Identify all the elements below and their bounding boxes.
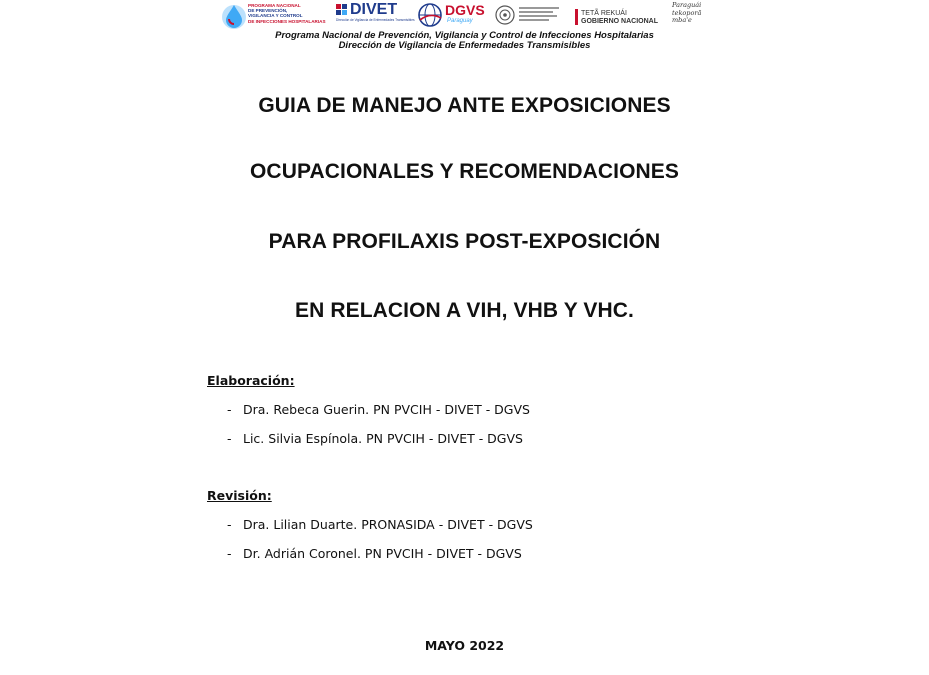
author-name: Lic. Silvia Espínola. PN PVCIH - DIVET - DGVS — [243, 431, 523, 446]
elaboracion-item — [227, 402, 530, 417]
logo-strip — [220, 2, 720, 32]
list-marker: - — [227, 402, 232, 417]
gobierno-line: GOBIERNO NACIONAL — [581, 18, 658, 25]
water-drop-icon — [220, 2, 248, 30]
program-header-line2: Dirección de Vigilancia de Enfermedades Transmisibles — [338, 40, 591, 51]
program-header — [0, 31, 929, 51]
author-name: Dra. Rebeca Guerin. PN PVCIH - DIVET - DGVS — [243, 402, 530, 417]
pnpvcih-text — [248, 3, 326, 24]
divet-wordmark: DIVET — [350, 1, 398, 18]
pnpvcih-line: VIGILANCIA Y CONTROL — [248, 13, 303, 19]
paraguay-script-logo — [672, 2, 720, 32]
revision-heading: Revisión: — [207, 488, 272, 503]
ministerio-logo — [495, 2, 565, 32]
divet-subtitle: Dirección de Vigilancia de Enfermedades Transmisibles — [336, 18, 415, 22]
elaboracion-heading: Elaboración: — [207, 373, 295, 388]
dgvs-subtitle: Paraguay — [447, 18, 473, 24]
globe-icon — [417, 2, 443, 28]
gobierno-nacional-logo — [575, 2, 665, 32]
document-title-line4: EN RELACION A VIH, VHB Y VHC. — [295, 299, 634, 322]
pnpvcih-line: DE PREVENCIÓN, — [248, 8, 288, 14]
elaboracion-item — [227, 431, 523, 446]
divet-logo — [336, 2, 414, 32]
program-header-line1: Programa Nacional de Prevención, Vigilancia y Control de Infecciones Hospitalarias — [275, 30, 654, 41]
paraguay-script-text: Paraguái tekoporã mba'e — [672, 1, 702, 24]
reviewer-name: Dr. Adrián Coronel. PN PVCIH - DIVET - DGVS — [243, 546, 522, 561]
revision-item — [227, 517, 533, 532]
gobierno-text — [581, 10, 658, 26]
publication-date: MAYO 2022 — [424, 638, 505, 653]
divet-mark-icon — [336, 4, 348, 18]
document-title-line2: OCUPACIONALES Y RECOMENDACIONES — [250, 160, 679, 183]
list-marker: - — [227, 546, 232, 561]
pnpvcih-logo — [220, 2, 330, 32]
list-marker: - — [227, 431, 232, 446]
dgvs-wordmark: DGVS — [445, 2, 485, 18]
reviewer-name: Dra. Lilian Duarte. PRONASIDA - DIVET - DGVS — [243, 517, 533, 532]
list-marker: - — [227, 517, 232, 532]
flag-stripe — [575, 9, 578, 25]
ministerio-text-block — [519, 7, 559, 21]
dgvs-logo — [417, 2, 489, 32]
revision-item — [227, 546, 522, 561]
pnpvcih-line: PROGRAMA NACIONAL — [248, 3, 301, 8]
document-title-line3: PARA PROFILAXIS POST-EXPOSICIÓN — [268, 230, 661, 253]
pnpvcih-line: DE INFECCIONES HOSPITALARIAS — [248, 18, 326, 24]
coat-of-arms-icon — [495, 5, 515, 25]
document-title-line1: GUIA DE MANEJO ANTE EXPOSICIONES — [258, 94, 671, 117]
gobierno-line: TETÃ REKUÁI — [581, 10, 627, 17]
